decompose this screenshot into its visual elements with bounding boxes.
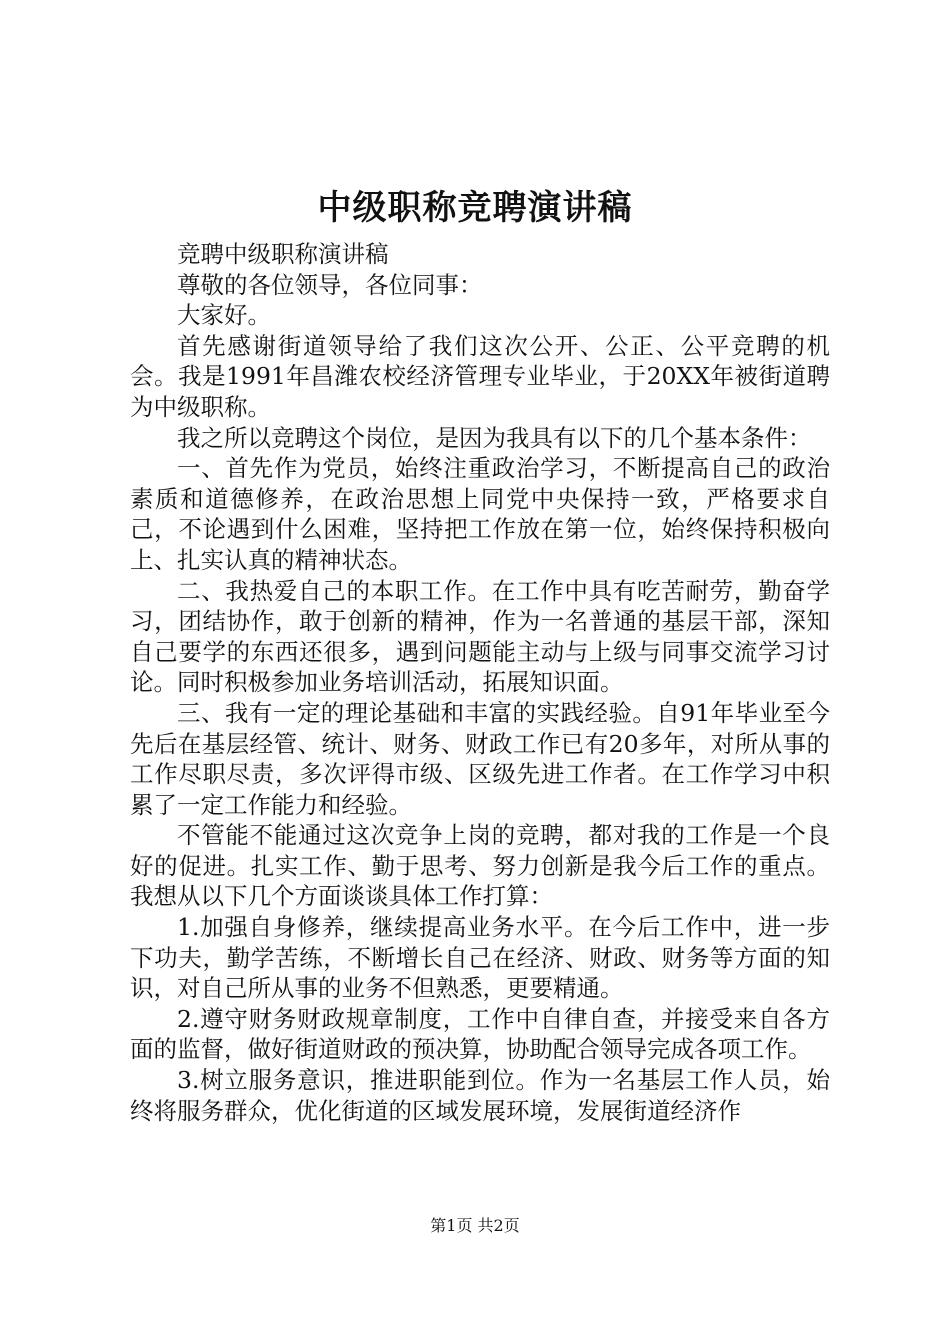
paragraph-intro: 首先感谢街道领导给了我们这次公开、公正、公平竞聘的机会。我是1991年昌潍农校经济管理专业毕业，于20XX年被街道聘为中级职称。 xyxy=(130,331,830,421)
document-title: 中级职称竞聘演讲稿 xyxy=(317,188,633,228)
paragraph-plans: 不管能不能通过这次竞争上岗的竞聘，都对我的工作是一个良好的促进。扎实工作、勤于思考、努力创新是我今后工作的重点。我想从以下几个方面谈谈具体工作打算： xyxy=(130,821,830,911)
paragraph-plan-1: 1.加强自身修养，继续提高业务水平。在今后工作中，进一步下功夫，勤学苦练，不断增长自己在经济、财政、财务等方面的知识，对自己所从事的业务不但熟悉，更要精通。 xyxy=(130,913,830,1003)
paragraph-plan-2: 2.遵守财务财政规章制度，工作中自律自查，并接受来自各方面的监督，做好街道财政的预决算，协助配合领导完成各项工作。 xyxy=(130,1004,830,1064)
page-number-footer: 第1页 共2页 xyxy=(430,1216,520,1235)
paragraph-point-2: 二、我热爱自己的本职工作。在工作中具有吃苦耐劳，勤奋学习，团结协作，敢于创新的精神，作为一名普通的基层干部，深知自己要学的东西还很多，遇到问题能主动与上级与同事交流学习讨论。同时积极参加业务培训活动，拓展知识面。 xyxy=(130,576,830,697)
paragraph-subtitle: 竞聘中级职称演讲稿 xyxy=(177,240,389,268)
paragraph-salutation: 尊敬的各位领导，各位同事： xyxy=(177,270,483,299)
paragraph-point-1: 一、首先作为党员，始终注重政治学习，不断提高自己的政治素质和道德修养，在政治思想上同党中央保持一致，严格要求自己，不论遇到什么困难，坚持把工作放在第一位，始终保持积极向上、扎实认真的精神状态。 xyxy=(130,454,830,574)
paragraph-plan-3: 3.树立服务意识，推进职能到位。作为一名基层工作人员，始终将服务群众，优化街道的区域发展环境，发展街道经济作 xyxy=(130,1066,830,1125)
paragraph-conditions: 我之所以竞聘这个岗位，是因为我具有以下的几个基本条件： xyxy=(177,423,812,452)
paragraph-greeting: 大家好。 xyxy=(177,301,271,330)
paragraph-point-3: 三、我有一定的理论基础和丰富的实践经验。自91年毕业至今先后在基层经管、统计、财务、财政工作已有20多年，对所从事的工作尽职尽责，多次评得市级、区级先进工作者。在工作学习中积累了一定工作能力和经验。 xyxy=(130,698,830,819)
document-body xyxy=(130,239,830,1126)
